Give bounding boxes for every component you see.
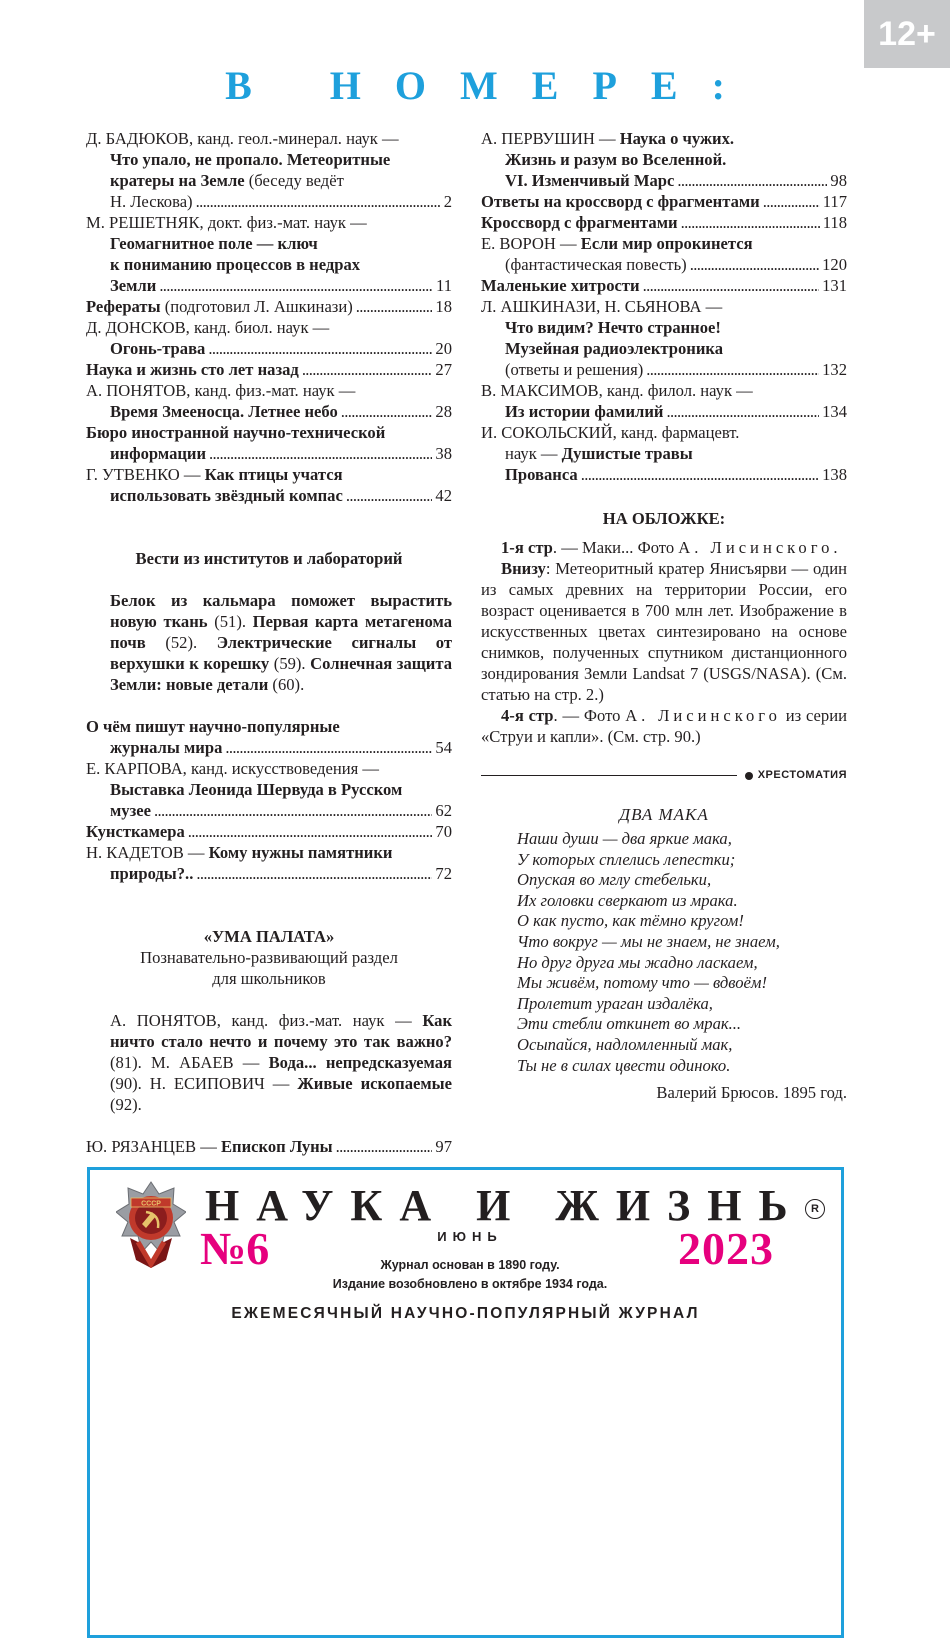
toc-entry-leader [86, 338, 452, 359]
toc-entry-leader [86, 275, 452, 296]
toc-entry-title: Н. Лескова) [110, 192, 193, 211]
toc-entry-title: Ответы на кроссворд с фрагментами [481, 192, 760, 211]
toc-entry-title: Наука о чужих. [619, 129, 735, 148]
cover-paragraph-1: 1-я стр. — Маки... Фото А. Лисинского. [501, 538, 842, 557]
chrestomathy-rule [481, 765, 847, 786]
toc-entry-text: Геомагнитное поле — ключ [110, 234, 318, 253]
toc-entry-text: Музейная радиоэлектроника [505, 339, 724, 358]
toc-entry [86, 758, 452, 821]
toc-entry [86, 422, 452, 464]
toc-entry-text: Г. УТВЕНКО — [86, 465, 205, 484]
toc-entry-title: Время Змееносца. Летнее небо [110, 402, 338, 421]
dot-leader [154, 800, 432, 821]
dot-leader [646, 359, 819, 380]
dot-leader [643, 275, 820, 296]
toc-entry-line [86, 779, 452, 800]
article-title: Электрические сигналы от верхушки к корешку [110, 633, 453, 673]
page-number: 98 [830, 171, 847, 190]
page-number: 72 [435, 864, 452, 883]
toc-entry-title-wrap [505, 401, 663, 422]
article-note: (90). Н. ЕСИПОВИЧ — [110, 1074, 298, 1093]
issue-number: №6 [200, 1223, 270, 1274]
page-number: 28 [435, 402, 452, 421]
article-title: Вода... непредсказуемая [268, 1053, 452, 1072]
toc-entry-text: Е. ВОРОН — [481, 234, 581, 253]
toc-entry [86, 128, 452, 212]
poem-line: Их головки сверкают из мрака. [517, 890, 738, 910]
toc-entry-text: Д. ДОНСКОВ, канд. биол. наук — [86, 318, 330, 337]
toc-entry-title: Кому нужны памятники [208, 843, 393, 862]
toc-entry-note: (подготовил Л. Ашкинази) [160, 297, 353, 316]
page-number: 54 [435, 738, 452, 757]
toc-entry [86, 359, 452, 380]
page-number: 11 [436, 276, 452, 295]
page-number: 20 [435, 339, 452, 358]
toc-entry-title-wrap [110, 863, 193, 884]
contents-list-left [86, 128, 452, 506]
dot-leader [346, 485, 433, 506]
toc-entry-title: (фантастическая повесть) [505, 255, 687, 274]
article-title: Белок из кальмара поможет вырастить новую ткань [110, 591, 452, 631]
poem-line: Что вокруг — мы не знаем, не знаем, [517, 931, 780, 951]
divider [481, 775, 737, 776]
toc-entry-title-wrap [110, 275, 156, 296]
toc-entry-line [481, 233, 847, 254]
toc-entry [481, 128, 847, 191]
toc-entry [86, 380, 452, 422]
toc-entry-text: к пониманию процессов в недрах [110, 255, 361, 274]
page-number: 38 [435, 444, 452, 463]
toc-entry-text: А. ПОНЯТОВ, канд. физ.-мат. наук — [86, 381, 356, 400]
toc-entry-title: Кроссворд с фрагментами [481, 213, 678, 232]
toc-entry-line [86, 716, 452, 737]
poem-line: Но друг друга мы жадно ласкаем, [517, 952, 758, 972]
magazine-tagline: ЕЖЕМЕСЯЧНЫЙ НАУЧНО-ПОПУЛЯРНЫЙ ЖУРНАЛ [231, 1305, 700, 1322]
contents-list-right [481, 128, 847, 485]
toc-entry-text: Н. КАДЕТОВ — [86, 843, 209, 862]
toc-entry-title: музее [110, 801, 151, 820]
page-number: 42 [435, 486, 452, 505]
poem-line: Опуская во мглу стебельки, [517, 870, 712, 890]
toc-entry [86, 464, 452, 506]
toc-entry-title-wrap [110, 800, 151, 821]
article-title: Как ничто стало нечто и почему это так важно? [110, 1011, 452, 1051]
page-number: 2 [443, 192, 452, 211]
toc-entry [86, 716, 452, 758]
toc-entry-line [481, 443, 847, 464]
toc-entry-leader [86, 800, 452, 821]
toc-entry-title-wrap [110, 191, 193, 212]
toc-entry-line [481, 338, 847, 359]
toc-entry-title-wrap [86, 821, 185, 842]
toc-entry-title: природы?.. [110, 864, 194, 883]
uma-palata-subtitle-2: для школьников [212, 969, 326, 988]
uma-palata-subtitle-1: Познавательно-развивающий раздел [140, 948, 398, 967]
toc-entry-title: Маленькие хитрости [481, 276, 640, 295]
toc-entry [481, 233, 847, 275]
poem-line: Пролетит ураган издалёка, [517, 993, 713, 1013]
cover-paragraph-3: 4-я стр. — Фото А. Лисинского из серии «Струи и капли». (См. стр. 90.) [481, 706, 847, 746]
last-entry-page: 97 [435, 1137, 452, 1156]
toc-entry [86, 296, 452, 317]
toc-entry-title: журналы мира [110, 738, 223, 757]
article-title: Живые ископаемые [297, 1074, 453, 1093]
page-number: 62 [435, 801, 452, 820]
toc-entry-leader [86, 296, 452, 317]
page-heading: В НОМЕРЕ: [225, 63, 759, 108]
dot-leader [356, 296, 433, 317]
toc-entry-title: Душистые травы [561, 444, 693, 463]
toc-entry-line [86, 128, 452, 149]
page-number: 132 [822, 360, 847, 379]
toc-entry-text: Л. АШКИНАЗИ, Н. СЬЯНОВА — [481, 297, 723, 316]
toc-entry-leader [86, 485, 452, 506]
toc-entry-title: Наука и жизнь сто лет назад [86, 360, 299, 379]
toc-entry-title: Как птицы учатся [204, 465, 343, 484]
article-note: (52). [145, 633, 217, 652]
toc-entry-text: О чём пишут научно-популярные [86, 717, 340, 736]
dot-leader [209, 443, 432, 464]
dot-leader [196, 191, 441, 212]
toc-entry [86, 842, 452, 884]
toc-entry [481, 191, 847, 212]
toc-entry-leader [481, 275, 847, 296]
cover-heading: НА ОБЛОЖКЕ: [602, 509, 726, 528]
contents-right-column [481, 128, 847, 1103]
dot-leader [196, 863, 432, 884]
contents-left-column [86, 128, 452, 1157]
institutes-text [86, 590, 452, 695]
last-entry [86, 1136, 452, 1157]
toc-entry-title: использовать звёздный компас [110, 486, 343, 505]
toc-entry-title: Прованса [505, 465, 578, 484]
toc-entry-title-wrap [86, 296, 353, 317]
toc-entry-title: Из истории фамилий [505, 402, 664, 421]
toc-entry-title-wrap [110, 338, 205, 359]
page-number: 117 [822, 192, 847, 211]
toc-entry-leader [86, 359, 452, 380]
toc-entry-line [481, 317, 847, 338]
toc-entry-note: (беседу ведёт [244, 171, 344, 190]
article-note: А. ПОНЯТОВ, канд. физ.-мат. наук — [110, 1011, 423, 1030]
toc-entry [481, 275, 847, 296]
toc-entry-text: Жизнь и разум во Вселенной. [505, 150, 727, 169]
page-number: 134 [822, 402, 847, 421]
toc-entry-title: Огонь-трава [110, 339, 206, 358]
toc-entry-line [86, 317, 452, 338]
chrestomathy-label: ХРЕСТОМАТИЯ [757, 769, 847, 781]
toc-entry-title: VI. Изменчивый Марс [505, 171, 675, 190]
toc-entry-title: Если мир опрокинется [580, 234, 753, 253]
toc-entry-title-wrap [505, 464, 578, 485]
page-number: 27 [435, 360, 452, 379]
toc-entry-line [481, 128, 847, 149]
dot-leader [666, 401, 819, 422]
article-note: (60). [268, 675, 305, 694]
page-number: 18 [435, 297, 452, 316]
toc-entry-text: кратеры на Земле [110, 171, 245, 190]
toc-entry-title-wrap [110, 443, 206, 464]
poem-line: Наши души — два яркие мака, [517, 829, 732, 848]
toc-entry [86, 212, 452, 296]
toc-entry-leader [481, 464, 847, 485]
toc-entry-title: информации [110, 444, 207, 463]
uma-palata-text [86, 1010, 452, 1115]
toc-entry-title-wrap [110, 737, 222, 758]
toc-entry-text: И. СОКОЛЬСКИЙ, канд. фармацевт. [481, 423, 740, 442]
dot-leader [690, 254, 819, 275]
toc-entry-title-wrap [110, 401, 338, 422]
toc-entry-line [86, 212, 452, 233]
toc-entry-leader [481, 212, 847, 233]
registered-trademark-icon: R [805, 1199, 825, 1219]
toc-entry-leader [481, 401, 847, 422]
toc-entry [86, 317, 452, 359]
toc-entry-text: наук — [505, 444, 562, 463]
dot-leader [677, 170, 827, 191]
toc-entry-line [86, 842, 452, 863]
poem-line: О как пусто, как тёмно кругом! [517, 911, 744, 931]
page-number: 138 [822, 465, 847, 484]
toc-entry-title: Рефераты [86, 297, 161, 316]
page-number: 70 [435, 822, 452, 841]
toc-entry-line [86, 170, 452, 191]
poem-author: Валерий Брюсов. 1895 год. [656, 1083, 847, 1103]
toc-entry-title-wrap [505, 170, 674, 191]
toc-entry-line [86, 464, 452, 485]
dot-leader [681, 212, 820, 233]
toc-entry-title-wrap [481, 212, 678, 233]
poem-line: Ты не в силах цвести одиноко. [517, 1055, 731, 1075]
toc-entry-title: Земли [110, 276, 157, 295]
poem-title: ДВА МАКА [619, 805, 709, 824]
toc-entry [481, 380, 847, 422]
issue-month: ИЮНЬ [437, 1229, 503, 1244]
dot-leader [188, 821, 433, 842]
toc-entry-title-wrap [481, 191, 760, 212]
issue-year: 2023 [678, 1223, 774, 1274]
toc-entry-line [86, 758, 452, 779]
toc-entry-title-wrap [505, 359, 643, 380]
toc-entry [481, 296, 847, 380]
toc-entry-leader [481, 170, 847, 191]
article-title: Солнечная защита Земли: новые детали [110, 654, 452, 694]
toc-entry-line [481, 149, 847, 170]
toc-entry [86, 821, 452, 842]
toc-entry-title-wrap [481, 275, 640, 296]
toc-entry-title-wrap [86, 359, 299, 380]
page-number: 118 [822, 213, 847, 232]
toc-entry [481, 422, 847, 485]
toc-entry-title-wrap [110, 485, 343, 506]
order-badge-icon [116, 1180, 186, 1268]
dot-leader [581, 464, 819, 485]
poem-line: Мы живём, потому что — вдвоём! [517, 973, 768, 993]
article-note: (92). [110, 1095, 142, 1114]
toc-entry-title: Кунсткамера [86, 822, 185, 841]
dot-leader [302, 359, 433, 380]
toc-entry-leader [86, 401, 452, 422]
toc-entry-line [86, 380, 452, 401]
article-note: (81). М. АБАЕВ — [110, 1053, 269, 1072]
last-entry-title: Епископ Луны [220, 1137, 333, 1156]
poem-line: Эти стебли откинет во мрак... [517, 1014, 742, 1034]
founded-line: Журнал основан в 1890 году. [380, 1258, 560, 1272]
toc-entry-text: А. ПЕРВУШИН — [481, 129, 620, 148]
toc-entry-text: Что упало, не пропало. Метеоритные [110, 150, 391, 169]
toc-entry-line [481, 380, 847, 401]
toc-entry-text: Е. КАРПОВА, канд. искусствоведения — [86, 759, 379, 778]
toc-entry-leader [481, 254, 847, 275]
magazine-title: НАУКА И ЖИЗНЬ [205, 1181, 805, 1230]
toc-entry-line [481, 422, 847, 443]
cover-paragraph-2: Внизу: Метеоритный кратер Янисъярви — один из самых древних на территории России, его возраст оценивается в 700 млн лет. Изображение в искусственных цветах синтезировано на основе снимков, полученных спутником дистанционного зондирования Земли Landsat 7 (USGS/NASA). (См. статью на стр. 2.) [481, 559, 847, 704]
toc-entry-line [86, 254, 452, 275]
toc-entry-text: В. МАКСИМОВ, канд. филол. наук — [481, 381, 753, 400]
dot-leader [341, 401, 433, 422]
renewed-line: Издание возобновлено в октябре 1934 года. [332, 1277, 608, 1291]
article-title: Первая карта метагенома почв [110, 612, 453, 652]
contents-list-left-2 [86, 716, 452, 884]
toc-entry-leader [481, 359, 847, 380]
toc-entry-leader [86, 737, 452, 758]
toc-entry-leader [86, 191, 452, 212]
age-rating-badge: 12+ [864, 0, 950, 68]
toc-entry-line [481, 296, 847, 317]
toc-entry-line [86, 149, 452, 170]
toc-entry-leader [86, 863, 452, 884]
toc-entry-line [86, 422, 452, 443]
toc-entry-text: М. РЕШЕТНЯК, докт. физ.-мат. наук — [86, 213, 367, 232]
last-entry-author: Ю. РЯЗАНЦЕВ — [86, 1137, 221, 1156]
article-note: (59). [269, 654, 311, 673]
founded-info [300, 1256, 640, 1294]
dot-leader [225, 737, 432, 758]
toc-entry-leader [86, 821, 452, 842]
toc-entry-leader [86, 443, 452, 464]
dot-leader [208, 338, 432, 359]
institutes-heading: Вести из институтов и лабораторий [135, 549, 403, 568]
poem-line: У которых сплелись лепестки; [517, 849, 736, 869]
toc-entry-text: Д. БАДЮКОВ, канд. геол.-минерал. наук — [86, 129, 399, 148]
article-note: (51). [207, 612, 253, 631]
toc-entry [481, 212, 847, 233]
dot-leader [159, 275, 433, 296]
toc-entry-text: Бюро иностранной научно-технической [86, 423, 386, 442]
poem-text [481, 829, 847, 1076]
page-number: 131 [822, 276, 847, 295]
toc-entry-leader [481, 191, 847, 212]
order-badge-text: СССР [141, 1200, 161, 1208]
page-number: 120 [822, 255, 847, 274]
uma-palata-heading: «УМА ПАЛАТА» [203, 927, 335, 946]
toc-entry-text: Выставка Леонида Шервуда в Русском [110, 780, 403, 799]
toc-entry-text: Что видим? Нечто странное! [505, 318, 721, 337]
bullet-icon [745, 772, 753, 780]
dot-leader [763, 191, 820, 212]
toc-entry-title: (ответы и решения) [505, 360, 644, 379]
toc-entry-title-wrap [505, 254, 687, 275]
toc-entry-line [86, 233, 452, 254]
poem-line: Осыпайся, надломленный мак, [517, 1034, 733, 1054]
